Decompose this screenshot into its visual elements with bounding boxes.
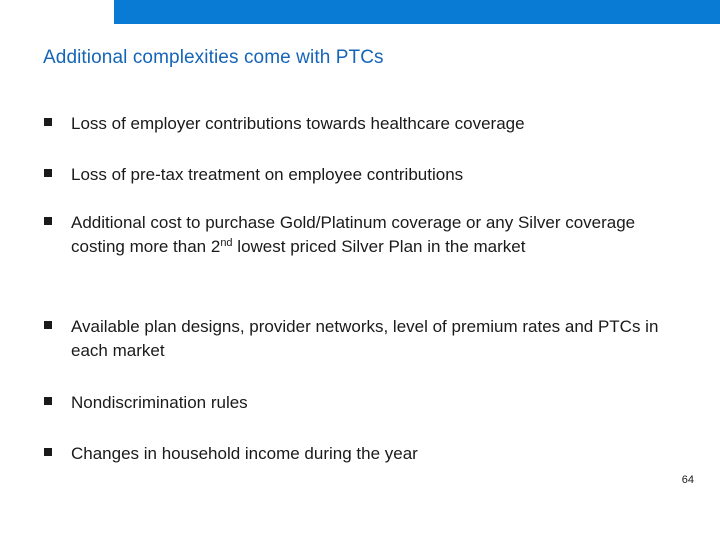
bullet-text: Loss of employer contributions towards healthcare coverage: [71, 114, 525, 133]
header-accent-bar: [114, 0, 720, 24]
bullet-text: Changes in household income during the year: [71, 444, 418, 463]
bullet-text: [71, 211, 661, 259]
bullet-text: Loss of pre-tax treatment on employee contributions: [71, 165, 464, 184]
bullet-text: Nondiscrimination rules: [71, 393, 248, 412]
bullet-text-part: Additional cost to purchase Gold/Platinum coverage or any Silver coverage costing more than 2: [71, 213, 636, 256]
bullet-text-part: lowest priced Silver Plan in the market: [232, 237, 526, 256]
square-bullet-icon: [44, 397, 52, 405]
page-number: 64: [681, 474, 694, 486]
square-bullet-icon: [44, 448, 52, 456]
square-bullet-icon: [44, 321, 52, 329]
slide-title: Additional complexities come with PTCs: [43, 47, 384, 68]
square-bullet-icon: [44, 118, 52, 126]
square-bullet-icon: [44, 169, 52, 177]
square-bullet-icon: [44, 217, 52, 225]
bullet-text: Available plan designs, provider networks, level of premium rates and PTCs in each market: [71, 317, 659, 360]
ordinal-superscript: nd: [220, 237, 233, 249]
